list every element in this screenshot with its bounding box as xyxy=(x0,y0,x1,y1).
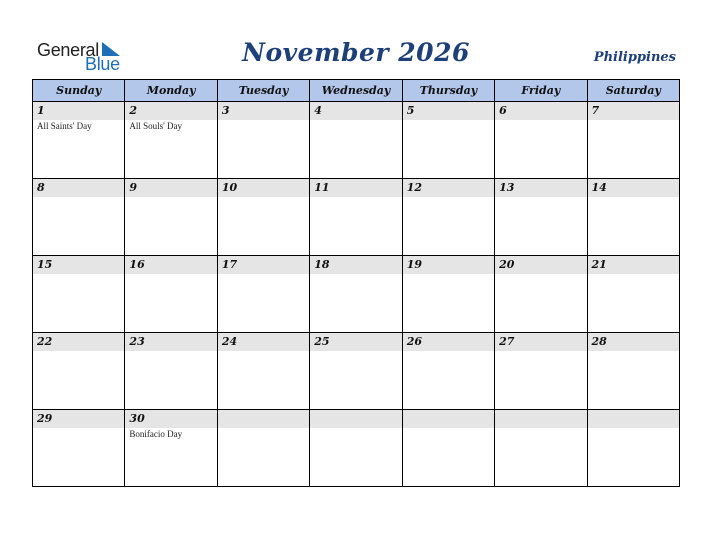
weekday-wednesday: Wednesday xyxy=(310,80,402,102)
day-number: 24 xyxy=(218,333,309,351)
day-number: 14 xyxy=(588,179,679,197)
day-number xyxy=(218,410,309,428)
day-number: 3 xyxy=(218,102,309,120)
weekday-sunday: Sunday xyxy=(33,80,125,102)
day-cell xyxy=(125,256,217,333)
day-number: 29 xyxy=(33,410,124,428)
logo-word-general: General xyxy=(37,40,99,60)
day-number: 4 xyxy=(310,102,401,120)
weekday-header-row xyxy=(33,80,680,102)
holiday-label: All Souls' Day xyxy=(129,121,183,131)
day-number: 18 xyxy=(310,256,401,274)
day-number: 25 xyxy=(310,333,401,351)
day-cell xyxy=(402,333,494,410)
day-cell xyxy=(310,410,402,487)
day-number: 21 xyxy=(588,256,679,274)
day-cell xyxy=(310,179,402,256)
day-cell xyxy=(495,410,587,487)
calendar-body xyxy=(33,102,680,487)
day-cell xyxy=(33,102,125,179)
holiday-label: All Saints' Day xyxy=(37,121,92,131)
weekday-tuesday: Tuesday xyxy=(217,80,309,102)
day-cell xyxy=(217,102,309,179)
day-cell xyxy=(125,102,217,179)
weekday-thursday: Thursday xyxy=(402,80,494,102)
day-cell xyxy=(587,102,679,179)
day-cell xyxy=(217,179,309,256)
day-number: 11 xyxy=(310,179,401,197)
day-cell xyxy=(587,256,679,333)
day-cell xyxy=(587,179,679,256)
day-cell xyxy=(217,256,309,333)
day-cell xyxy=(310,333,402,410)
day-cell xyxy=(217,410,309,487)
week-row xyxy=(33,102,680,179)
day-cell xyxy=(33,179,125,256)
day-cell xyxy=(217,333,309,410)
day-number: 2 xyxy=(125,102,216,120)
day-cell xyxy=(402,102,494,179)
day-cell xyxy=(310,256,402,333)
day-cell xyxy=(310,102,402,179)
day-number: 12 xyxy=(403,179,494,197)
day-number xyxy=(403,410,494,428)
week-row xyxy=(33,410,680,487)
day-cell xyxy=(495,179,587,256)
day-number: 28 xyxy=(588,333,679,351)
calendar-title: November 2026 xyxy=(242,38,470,67)
day-cell xyxy=(125,179,217,256)
country-name: Philippines xyxy=(593,50,676,65)
day-number: 7 xyxy=(588,102,679,120)
week-row xyxy=(33,333,680,410)
day-number: 9 xyxy=(125,179,216,197)
day-number: 19 xyxy=(403,256,494,274)
day-cell xyxy=(33,256,125,333)
day-number: 26 xyxy=(403,333,494,351)
day-number xyxy=(310,410,401,428)
day-number xyxy=(588,410,679,428)
day-cell xyxy=(125,410,217,487)
day-cell xyxy=(495,333,587,410)
day-number: 1 xyxy=(33,102,124,120)
day-cell xyxy=(402,256,494,333)
day-number: 17 xyxy=(218,256,309,274)
day-cell xyxy=(587,410,679,487)
day-number: 15 xyxy=(33,256,124,274)
day-number: 16 xyxy=(125,256,216,274)
holiday-label: Bonifacio Day xyxy=(129,429,183,439)
day-number: 5 xyxy=(403,102,494,120)
day-cell xyxy=(33,410,125,487)
day-cell xyxy=(587,333,679,410)
day-number: 27 xyxy=(495,333,586,351)
day-number: 13 xyxy=(495,179,586,197)
day-cell xyxy=(402,410,494,487)
calendar-grid xyxy=(32,79,680,487)
day-number xyxy=(495,410,586,428)
day-cell xyxy=(33,333,125,410)
weekday-friday: Friday xyxy=(495,80,587,102)
day-number: 30 xyxy=(125,410,216,428)
day-number: 6 xyxy=(495,102,586,120)
day-number: 20 xyxy=(495,256,586,274)
logo-word-blue: Blue xyxy=(85,54,120,74)
generalblue-logo xyxy=(37,40,137,74)
day-cell xyxy=(495,256,587,333)
day-number: 22 xyxy=(33,333,124,351)
day-number: 23 xyxy=(125,333,216,351)
day-number: 8 xyxy=(33,179,124,197)
week-row xyxy=(33,256,680,333)
weekday-saturday: Saturday xyxy=(587,80,679,102)
day-cell xyxy=(495,102,587,179)
week-row xyxy=(33,179,680,256)
day-cell xyxy=(125,333,217,410)
day-number: 10 xyxy=(218,179,309,197)
day-cell xyxy=(402,179,494,256)
weekday-monday: Monday xyxy=(125,80,217,102)
